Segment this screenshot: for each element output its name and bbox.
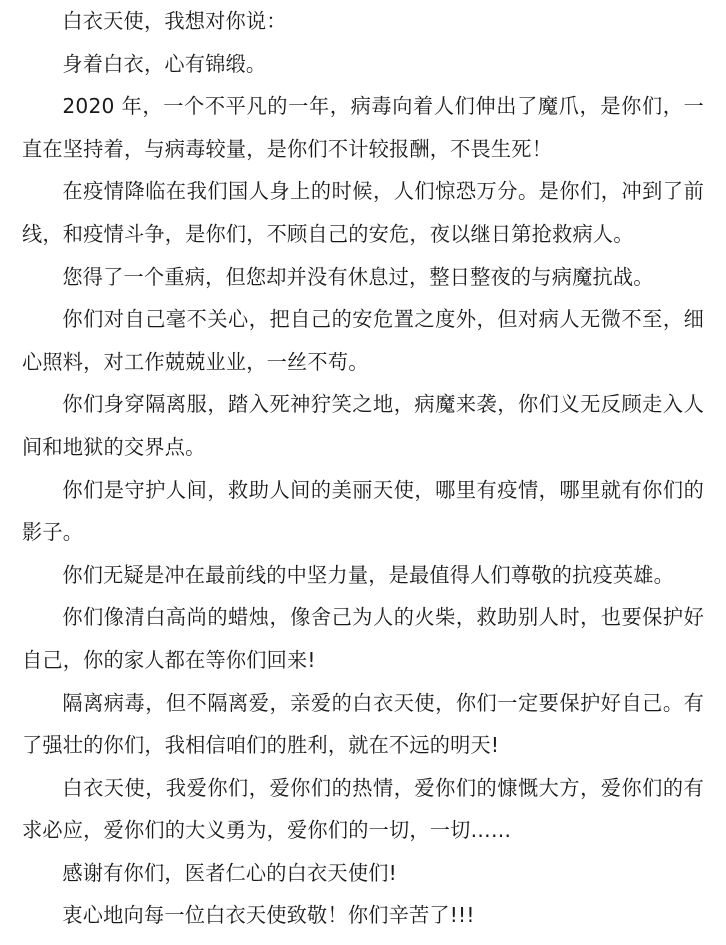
- paragraph-6: 你们对自己毫不关心，把自己的安危置之度外，但对病人无微不至，细心照料，对工作兢兢业业，一丝不苟。: [22, 307, 704, 374]
- paragraph-greeting: 白衣天使，我想对你说：: [62, 9, 287, 33]
- paragraph-4: 在疫情降临在我们国人身上的时候，人们惊恐万分。是你们，冲到了前线，和疫情斗争，是你们，不顾自己的安危，夜以继日第抢救病人。: [22, 179, 704, 246]
- paragraph-10: 你们像清白高尚的蜡烛，像舍己为人的火柴，救助别人时，也要保护好自己，你的家人都在等你们回来!: [22, 605, 704, 672]
- paragraph-2: 身着白衣，心有锦缎。: [62, 51, 267, 76]
- paragraph-3: 2020 年，一个不平凡的一年，病毒向着人们伸出了魔爪，是你们，一直在坚持着，与病毒较量，是你们不计较报酬，不畏生死！: [22, 94, 704, 161]
- paragraph-13: 感谢有你们，医者仁心的白衣天使们!: [62, 860, 397, 885]
- paragraph-12: 白衣天使，我爱你们，爱你们的热情，爱你们的慷慨大方，爱你们的有求必应，爱你们的大义勇为，爱你们的一切，一切……: [22, 775, 704, 843]
- paragraph-11: 隔离病毒，但不隔离爱，亲爱的白衣天使，你们一定要保护好自己。有了强壮的你们，我相信咱们的胜利，就在不远的明天!: [22, 690, 704, 758]
- paragraph-9: 你们无疑是冲在最前线的中坚力量，是最值得人们尊敬的抗疫英雄。: [62, 562, 675, 587]
- paragraph-7: 你们身穿隔离服，踏入死神狞笑之地，病魔来袭，你们义无反顾走入人间和地狱的交界点。: [22, 392, 704, 459]
- paragraph-8: 你们是守护人间，救助人间的美丽天使，哪里有疫情，哪里就有你们的影子。: [22, 477, 704, 545]
- paragraph-14: 衷心地向每一位白衣天使致敬！你们辛苦了!!!: [62, 903, 475, 928]
- paragraph-5: 您得了一个重病，但您却并没有休息过，整日整夜的与病魔抗战。: [62, 264, 654, 289]
